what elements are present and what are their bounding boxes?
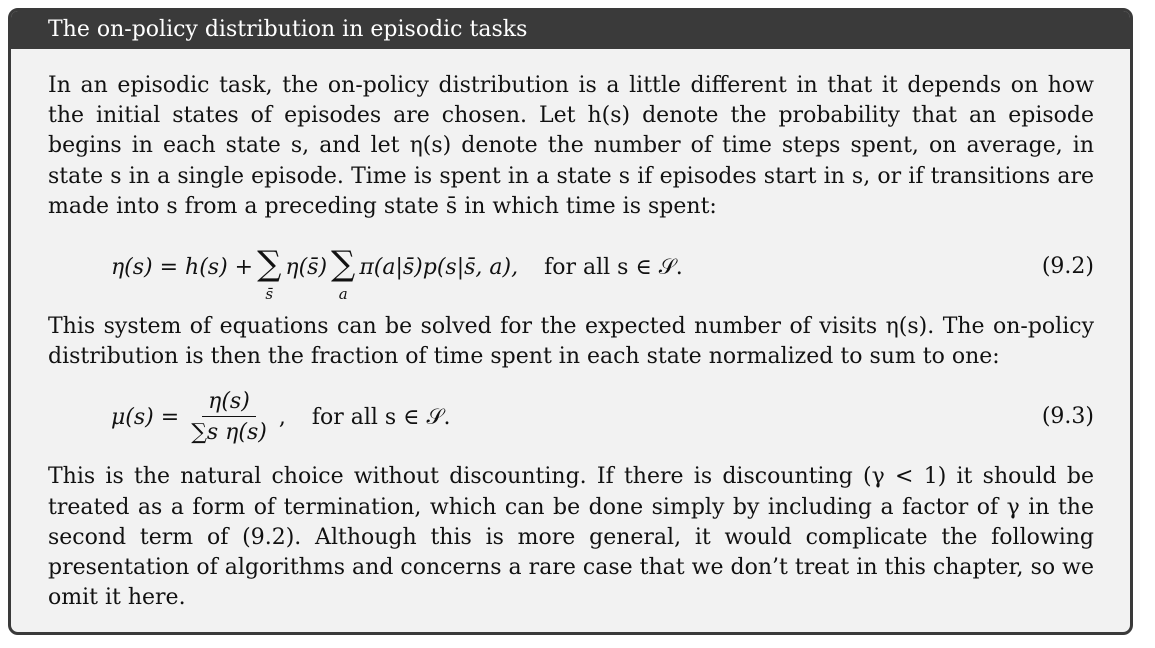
box-body (48, 71, 1094, 613)
sigma-symbol: ∑ (331, 244, 356, 285)
eq1-sum-a (331, 244, 356, 304)
eq1-condition: for all s ∈ 𝒮. (544, 254, 683, 280)
eq1-sum-a-sub: a (338, 285, 348, 304)
eq2-lhs: μ(s) = (111, 404, 180, 430)
box-title: The on-policy distribution in episodic tasks (11, 11, 1130, 49)
sigma-symbol: ∑ (257, 244, 282, 285)
paragraph-intro: In an episodic task, the on-policy distribution is a little different in that it depends on how the initial states of episodes are chosen. Let h(s) denote the probability that an episode begins in each state s, and let η(s) denote the number of time steps spent, on average, in state s in a single episode. Time is spent in a state s if episodes start in s, or if transitions are made into s from a preceding state s̄ in which time is spent: (48, 73, 1094, 219)
equation-9-3-content (111, 372, 450, 462)
equation-9-2-content (111, 222, 683, 312)
eq1-sum-sbar (257, 244, 282, 304)
paragraph-solve: This system of equations can be solved for the expected number of visits η(s). The on-policy distribution is then the fraction of time spent in each state normalized to sum to one: (48, 314, 1094, 370)
eq1-term2: π(a|s̄)p(s|s̄, a), (359, 254, 519, 280)
eq2-denominator: ∑s η(s) (191, 420, 267, 446)
eq1-number: (9.2) (1041, 254, 1094, 280)
equation-9-2 (48, 222, 1094, 312)
equation-9-3 (48, 372, 1094, 462)
eq2-numerator: η(s) (202, 389, 256, 417)
eq1-lhs: η(s) = h(s) + (111, 254, 254, 280)
eq2-fraction (185, 389, 273, 445)
eq2-number: (9.3) (1041, 404, 1094, 430)
eq1-term1: η(s̄) (285, 254, 328, 280)
eq2-condition: for all s ∈ 𝒮. (311, 404, 451, 430)
paragraph-discounting: This is the natural choice without discounting. If there is discounting (γ < 1) it should be treated as a form of termination, which can be done simply by including a factor of γ in the second term of (9.2). Although this is more general, it would complicate the following presentation of algorithms and concerns a rare case that we don’t treat in this chapter, so we omit it here. (48, 464, 1094, 611)
eq2-comma: , (278, 404, 286, 430)
eq1-sum-sbar-sub: s̄ (265, 285, 274, 304)
definition-box (8, 8, 1133, 635)
